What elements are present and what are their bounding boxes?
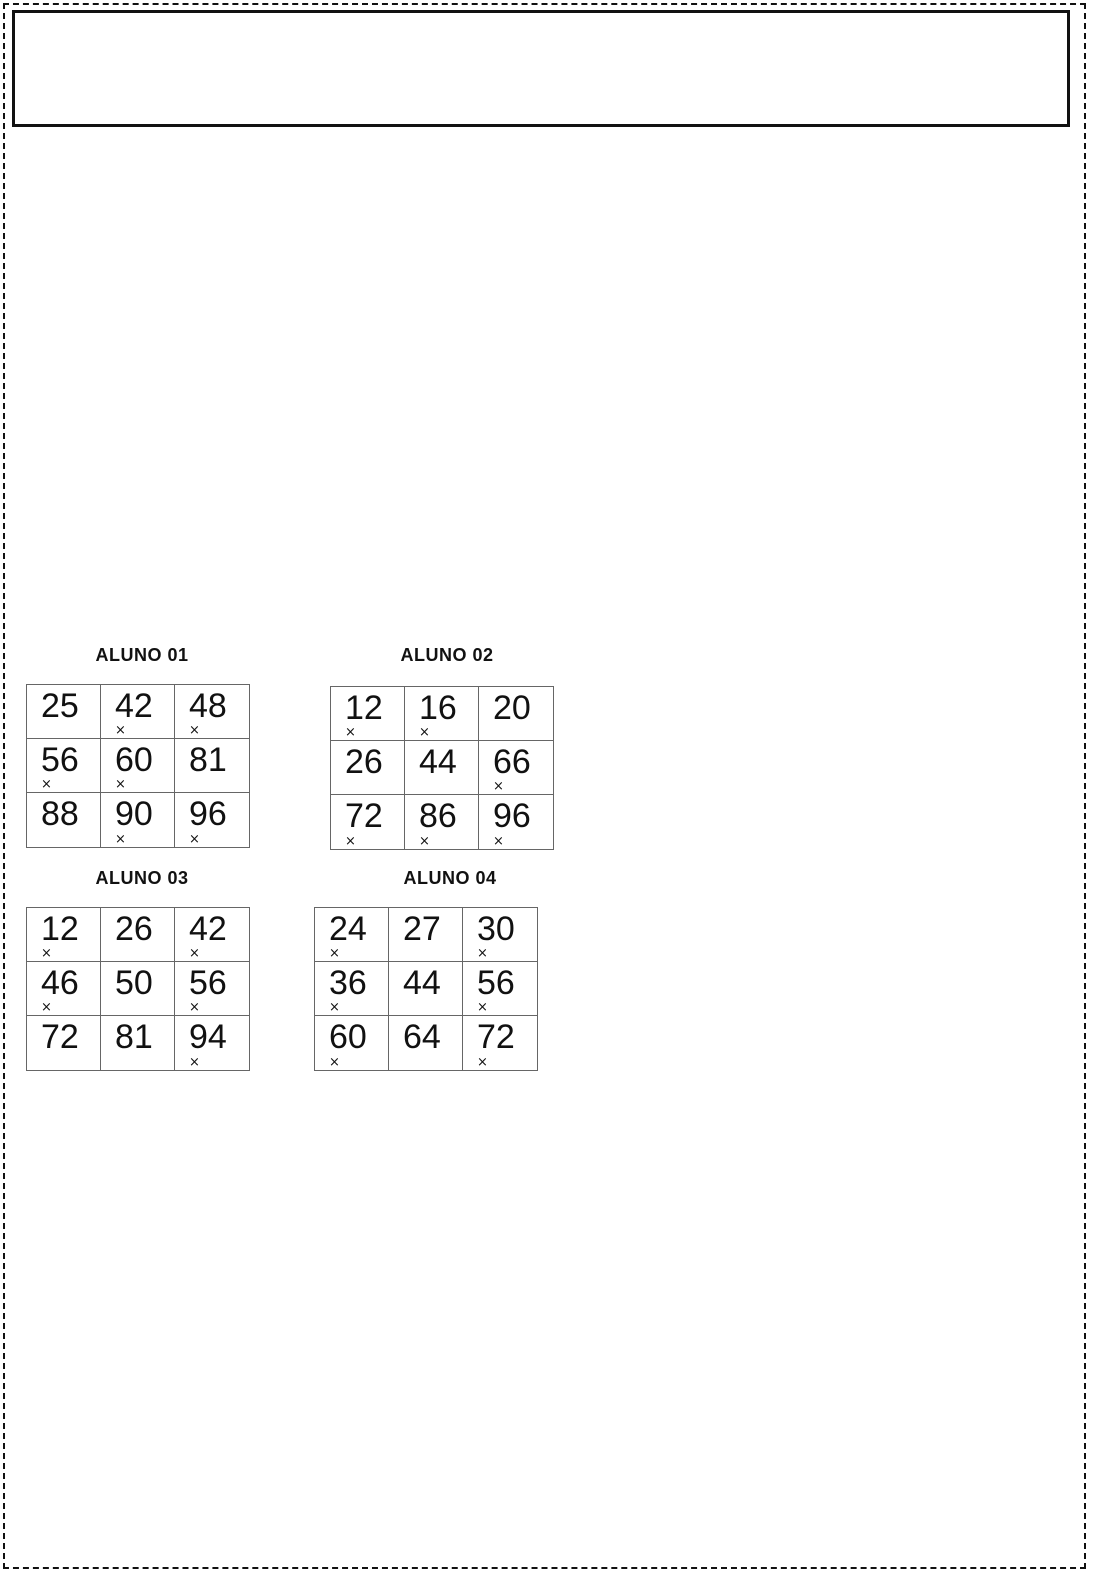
card-title: ALUNO 04 — [403, 868, 497, 888]
number-grid — [26, 684, 250, 848]
cross-mark-icon: × — [41, 946, 52, 961]
cell-number: 72 — [477, 1018, 515, 1056]
cell-number: 26 — [345, 743, 383, 781]
cross-mark-icon: × — [345, 834, 356, 849]
cell-number: 12 — [345, 689, 383, 727]
grid-cell — [27, 739, 101, 793]
cell-number: 42 — [189, 910, 227, 948]
grid-cell — [175, 1016, 249, 1070]
grid-cell — [331, 795, 405, 849]
grid-cell — [405, 741, 479, 795]
cross-mark-icon: × — [41, 1000, 52, 1015]
cell-number: 12 — [41, 910, 79, 948]
grid-cell — [175, 962, 249, 1016]
cross-mark-icon: × — [329, 946, 340, 961]
cross-mark-icon: × — [189, 832, 200, 847]
cross-mark-icon: × — [115, 723, 126, 738]
grid-cell — [175, 685, 249, 739]
cell-number: 36 — [329, 964, 367, 1002]
cell-number: 25 — [41, 687, 79, 725]
number-grid — [314, 907, 538, 1071]
cell-number: 86 — [419, 797, 457, 835]
grid-cell — [101, 685, 175, 739]
cross-mark-icon: × — [477, 1000, 488, 1015]
cross-mark-icon: × — [477, 1055, 488, 1070]
cell-number: 88 — [41, 795, 79, 833]
cell-number: 96 — [493, 797, 531, 835]
cell-number: 27 — [403, 910, 441, 948]
grid-cell — [175, 908, 249, 962]
cell-number: 50 — [115, 964, 153, 1002]
cell-number: 81 — [189, 741, 227, 779]
grid-cell — [101, 908, 175, 962]
cell-number: 16 — [419, 689, 457, 727]
grid-cell — [331, 741, 405, 795]
grid-cell — [463, 1016, 537, 1070]
cross-mark-icon: × — [477, 946, 488, 961]
cross-mark-icon: × — [189, 946, 200, 961]
cross-mark-icon: × — [345, 725, 356, 740]
cell-number: 44 — [419, 743, 457, 781]
grid-cell — [389, 1016, 463, 1070]
grid-cell — [315, 1016, 389, 1070]
grid-cell — [479, 741, 553, 795]
grid-cell — [101, 962, 175, 1016]
cell-number: 56 — [189, 964, 227, 1002]
cross-mark-icon: × — [115, 777, 126, 792]
grid-cell — [315, 962, 389, 1016]
grid-cell — [331, 687, 405, 741]
number-grid — [330, 686, 554, 850]
cell-number: 81 — [115, 1018, 153, 1056]
grid-cell — [315, 908, 389, 962]
cross-mark-icon: × — [493, 834, 504, 849]
cell-number: 26 — [115, 910, 153, 948]
cross-mark-icon: × — [189, 1000, 200, 1015]
grid-cell — [479, 687, 553, 741]
cell-number: 64 — [403, 1018, 441, 1056]
number-grid — [26, 907, 250, 1071]
cell-number: 48 — [189, 687, 227, 725]
cross-mark-icon: × — [189, 1055, 200, 1070]
cell-number: 56 — [41, 741, 79, 779]
grid-cell — [389, 962, 463, 1016]
cell-number: 72 — [345, 797, 383, 835]
cross-mark-icon: × — [493, 779, 504, 794]
cell-number: 96 — [189, 795, 227, 833]
cell-number: 42 — [115, 687, 153, 725]
cell-number: 30 — [477, 910, 515, 948]
cross-mark-icon: × — [419, 725, 430, 740]
cell-number: 44 — [403, 964, 441, 1002]
grid-cell — [405, 687, 479, 741]
grid-cell — [463, 962, 537, 1016]
cell-number: 60 — [329, 1018, 367, 1056]
card-title: ALUNO 03 — [95, 868, 189, 888]
cell-number: 60 — [115, 741, 153, 779]
cell-number: 66 — [493, 743, 531, 781]
cell-number: 46 — [41, 964, 79, 1002]
grid-cell — [27, 1016, 101, 1070]
cross-mark-icon: × — [329, 1055, 340, 1070]
cell-number: 56 — [477, 964, 515, 1002]
cell-number: 90 — [115, 795, 153, 833]
cell-number: 72 — [41, 1018, 79, 1056]
grid-cell — [27, 685, 101, 739]
card-title: ALUNO 01 — [95, 645, 189, 665]
cross-mark-icon: × — [419, 834, 430, 849]
grid-cell — [101, 1016, 175, 1070]
grid-cell — [405, 795, 479, 849]
grid-cell — [389, 908, 463, 962]
grid-cell — [101, 793, 175, 847]
grid-cell — [175, 793, 249, 847]
grid-cell — [101, 739, 175, 793]
cross-mark-icon: × — [329, 1000, 340, 1015]
cell-number: 94 — [189, 1018, 227, 1056]
cross-mark-icon: × — [189, 723, 200, 738]
grid-cell — [27, 962, 101, 1016]
card-title: ALUNO 02 — [400, 645, 494, 665]
grid-cell — [175, 739, 249, 793]
grid-cell — [479, 795, 553, 849]
header-box — [12, 10, 1070, 127]
grid-cell — [27, 908, 101, 962]
cell-number: 24 — [329, 910, 367, 948]
cross-mark-icon: × — [115, 832, 126, 847]
cell-number: 20 — [493, 689, 531, 727]
grid-cell — [463, 908, 537, 962]
grid-cell — [27, 793, 101, 847]
cross-mark-icon: × — [41, 777, 52, 792]
